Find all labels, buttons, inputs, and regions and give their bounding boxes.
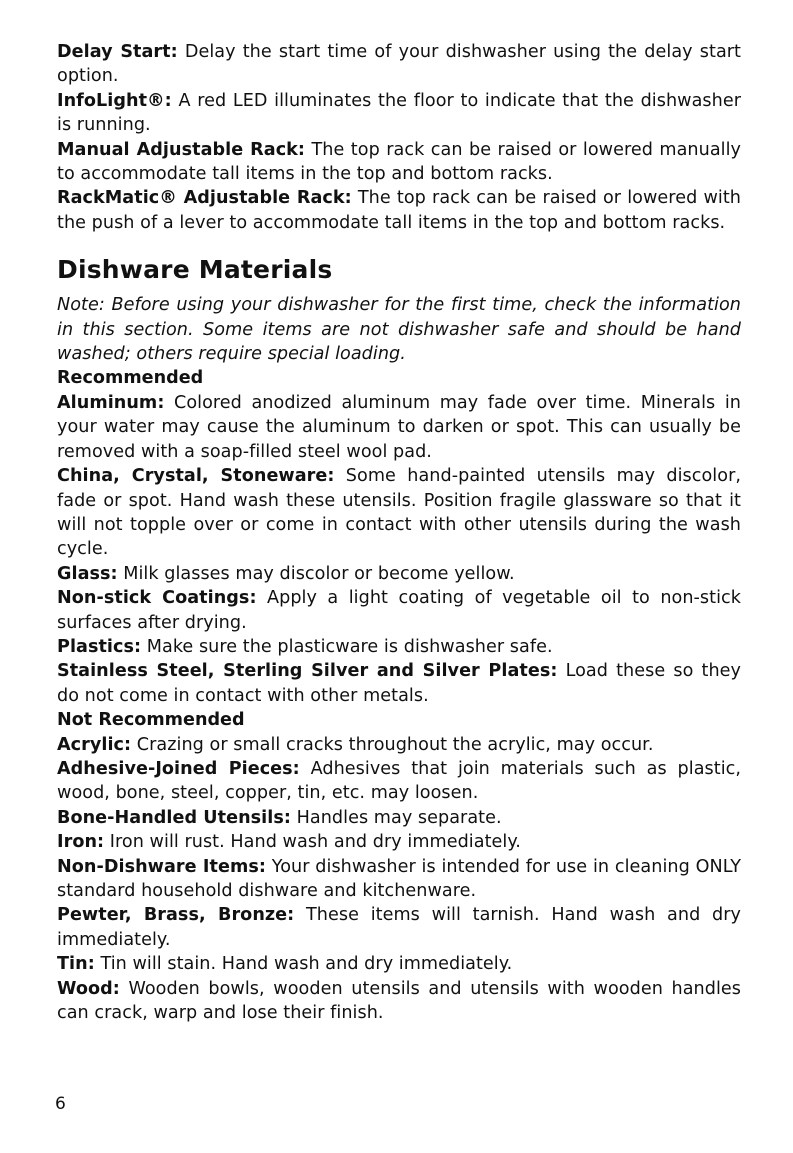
recommended-entry-term: China, Crystal, Stoneware:: [57, 466, 335, 487]
not-recommended-entry: [57, 952, 741, 976]
manual-page: [57, 40, 741, 1025]
recommended-entry-term: Aluminum:: [57, 392, 165, 413]
feature-entry: [57, 40, 741, 89]
recommended-entry-term: Plastics:: [57, 636, 142, 657]
recommended-entry: [57, 391, 741, 464]
recommended-entry-description: Make sure the plasticware is dishwasher safe.: [141, 636, 553, 657]
recommended-entry-term: Non-stick Coatings:: [57, 588, 257, 609]
not-recommended-entry: [57, 806, 741, 830]
not-recommended-entry-description: Handles may separate.: [290, 807, 502, 828]
note-paragraph: Note: Before using your dishwasher for the first time, check the information in this section. Some items are not dishwasher safe and should be hand washed; others require special loading.: [57, 295, 741, 365]
not-recommended-entry-term: Bone-Handled Utensils:: [57, 807, 291, 828]
feature-entry-description: The top rack can be raised or lowered with the push of a lever to accommodate tall items in the top and bottom racks.: [57, 188, 741, 233]
recommended-entry-description: Apply a light coating of vegetable oil to non-stick surfaces after drying.: [57, 588, 741, 633]
recommended-entry: [57, 586, 741, 635]
feature-list: [57, 40, 741, 235]
recommended-entry-term: Glass:: [57, 563, 118, 584]
not-recommended-entry: [57, 977, 741, 1026]
feature-entry-term: Manual Adjustable Rack:: [57, 139, 306, 160]
recommended-entry-description: Load these so they do not come in contact with other metals.: [57, 661, 741, 706]
recommended-entry-description: Colored anodized aluminum may fade over time. Minerals in your water may cause the aluminum to darken or spot. This can usually be removed with a soap-filled steel wool pad.: [57, 392, 741, 462]
section-title: Dishware Materials: [57, 255, 333, 285]
feature-entry-term: RackMatic® Adjustable Rack:: [57, 188, 352, 209]
feature-entry: [57, 89, 741, 138]
feature-entry-description: Delay the start time of your dishwasher using the delay start option.: [57, 42, 742, 87]
not-recommended-entry-term: Pewter, Brass, Bronze:: [57, 905, 295, 926]
not-recommended-entry: [57, 855, 741, 904]
feature-entry-description: A red LED illuminates the floor to indicate that the dishwasher is running.: [57, 90, 741, 136]
not-recommended-entry-description: Iron will rust. Hand wash and dry immediately.: [104, 832, 521, 853]
recommended-entry-description: Some hand-painted utensils may discolor, fade or spot. Hand wash these utensils. Position fragile glassware so that it will not topple over or come in contact with other utensils during the wash cycle.: [57, 466, 741, 560]
not-recommended-entry-description: These items will tarnish. Hand wash and dry immediately.: [57, 905, 742, 950]
feature-entry-description: The top rack can be raised or lowered manually to accommodate tall items in the top and bottom racks.: [57, 139, 741, 185]
feature-entry: [57, 138, 741, 187]
recommended-entry: [57, 659, 741, 708]
recommended-entry-term: Stainless Steel, Sterling Silver and Silver Plates:: [57, 661, 558, 682]
not-recommended-entry-description: Your dishwasher is intended for use in cleaning ONLY standard household dishware and kitchenware.: [57, 856, 742, 901]
not-recommended-entry: [57, 757, 741, 806]
recommended-entry: [57, 562, 741, 586]
not-recommended-entry-description: Wooden bowls, wooden utensils and utensils with wooden handles can crack, warp and lose their finish.: [57, 978, 741, 1024]
recommended-entry: [57, 464, 741, 562]
not-recommended-heading: Not Recommended: [57, 710, 245, 731]
recommended-list: [57, 391, 741, 708]
page-number: 6: [55, 1094, 66, 1114]
feature-entry-term: InfoLight®:: [57, 90, 172, 111]
not-recommended-entry-term: Iron:: [57, 832, 105, 853]
not-recommended-entry-term: Acrylic:: [57, 734, 132, 755]
not-recommended-entry-description: Crazing or small cracks throughout the acrylic, may occur.: [131, 734, 654, 755]
not-recommended-entry-description: Adhesives that join materials such as plastic, wood, bone, steel, copper, tin, etc. may loosen.: [57, 758, 741, 804]
not-recommended-entry-description: Tin will stain. Hand wash and dry immediately.: [94, 954, 513, 975]
not-recommended-entry: [57, 903, 741, 952]
not-recommended-entry-term: Adhesive-Joined Pieces:: [57, 758, 300, 779]
not-recommended-list: [57, 733, 741, 1026]
feature-entry-term: Delay Start:: [57, 42, 178, 62]
not-recommended-entry-term: Non-Dishware Items:: [57, 856, 266, 877]
recommended-entry: [57, 635, 741, 659]
recommended-entry-description: Milk glasses may discolor or become yellow.: [117, 563, 515, 584]
recommended-heading: Recommended: [57, 368, 204, 389]
feature-entry: [57, 186, 741, 235]
not-recommended-entry-term: Tin:: [57, 954, 95, 975]
not-recommended-entry-term: Wood:: [57, 978, 120, 999]
not-recommended-entry: [57, 830, 741, 854]
not-recommended-entry: [57, 733, 741, 757]
